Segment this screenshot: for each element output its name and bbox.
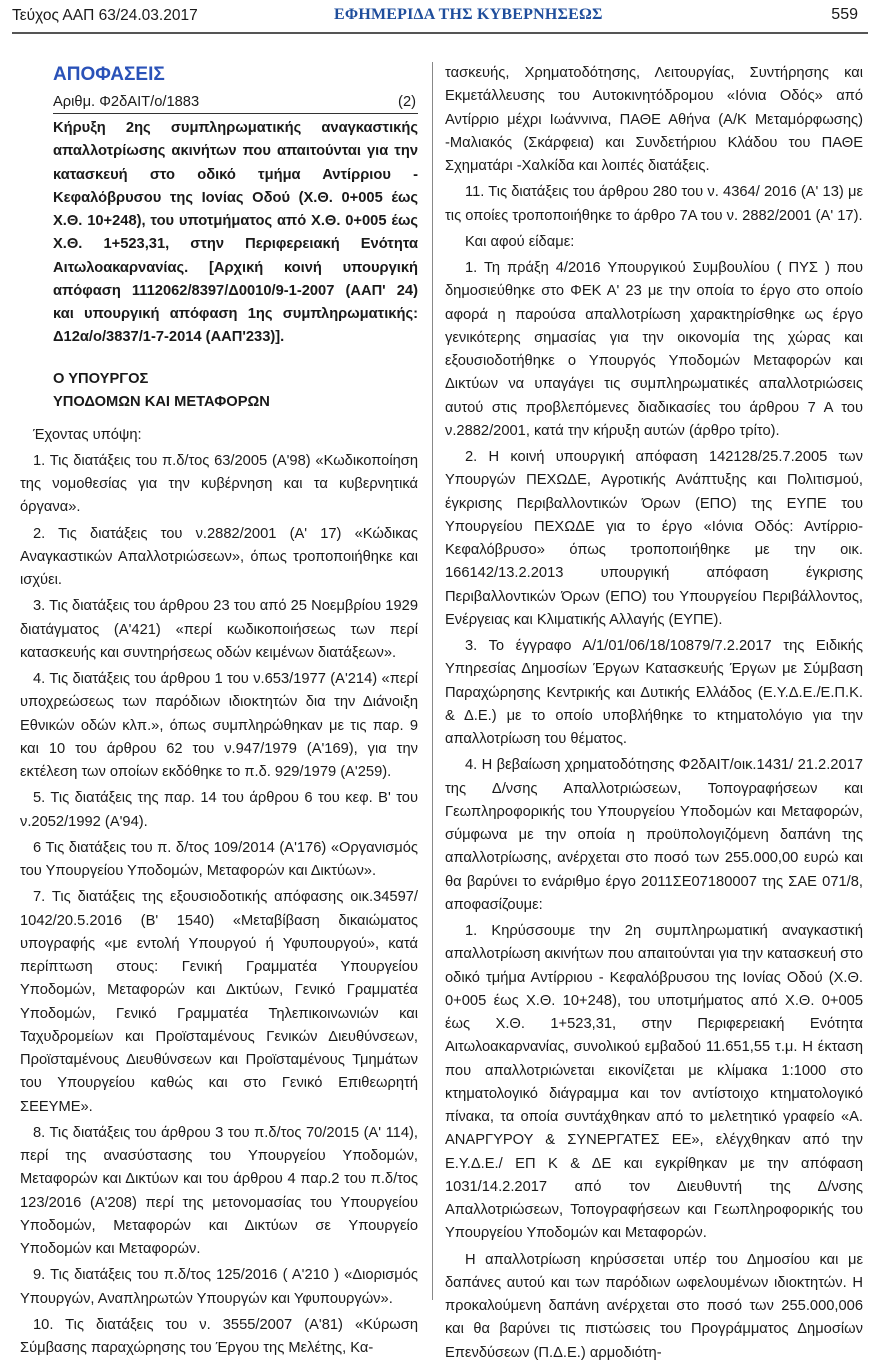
page-header [0, 0, 880, 36]
paragraph: 5. Τις διατάξεις της παρ. 14 του άρθρου 6 του κεφ. Β' του ν.2052/1992 (Α'94). [20, 790, 418, 830]
paragraph: 6 Τις διατάξεις του π. δ/τος 109/2014 (Α'176) «Οργανισμός του Υπουργείου Υποδομών, Μεταφορών και Δικτύων». [20, 839, 418, 879]
paragraph: 11. Τις διατάξεις του άρθρου 280 του ν. 4364/ 2016 (Α' 13) με τις οποίες τροποποιήθηκε το άρθρο 7Α του ν. 2882/2001 (Α' 17). [445, 184, 863, 224]
decision-subject: Κήρυξη 2ης συμπληρωματικής αναγκαστικής απαλλοτρίωσης ακινήτων που απαιτούνται για την κατασκευή στο οδικό τμήμα Αντίρριου - Κεφαλόβρυσου της Ιονίας Οδού (Χ.Θ. 0+005 έως Χ.Θ. 10+248), του υποτμήματος από Χ.Θ. 0+005 έως Χ.Θ. 1+523,31, στην Περιφερειακή Ενότητα Αιτωλοακαρνανίας. [Αρχική κοινή υπουργική απόφαση 1112062/8397/Δ0010/9-1-2007 (ΑΑΠ' 24) και υπουργική απόφαση 1ης συμπληρωματικής: Δ12α/ο/3837/1-7-2014 (ΑΑΠ'233)]. [53, 120, 418, 346]
paragraph: 1. Τις διατάξεις του π.δ/τος 63/2005 (Α'98) «Κωδικοποίηση της νομοθεσίας για την κυβέρνηση και τα κυβερνητικά όργανα». [20, 452, 418, 516]
paragraph: 4. Η βεβαίωση χρηματοδότησης Φ2δΑΙΤ/οικ.1431/ 21.2.2017 της Δ/νσης Απαλλοτριώσεων, Τοπογραφήσεων και Γεωπληροφορικής του Υπουργείου Υποδομών και Μεταφορών, σύμφωνα με την οποία η προϋπολογιζόμενη δαπάνη της απαλλοτρίωσης, ανέρχεται στο ποσό των 255.000,00 ευρώ και θα βαρύνει το ενάριθμο έργο 2011ΣΕ07180007 της ΣΑΕ 071/8, αποφασίζουμε: [445, 757, 863, 913]
paragraph: τασκευής, Χρηματοδότησης, Λειτουργίας, Συντήρησης και Εκμετάλλευσης του Αυτοκινητόδρομου «Ιόνια Οδός» από Αντίρριο μέχρι Ιωάννινα, ΠΑΘΕ Αθήνα (Α/Κ Μεταμόρφωσης) -Μαλιακός (Σκάρφεια) και Συνδετήριου Κλάδου του ΠΑΘΕ Σχηματάρι -Χαλκίδα και λοιπές διατάξεις. [445, 65, 863, 174]
minister-heading [53, 368, 418, 414]
paragraph: 9. Τις διατάξεις του π.δ/τος 125/2016 ( Α'210 ) «Διορισμός Υπουργών, Αναπληρωτών Υπουργών και Υφυπουργών». [20, 1267, 418, 1307]
paragraph: Και αφού είδαμε: [465, 233, 575, 250]
paragraph: 2. Τις διατάξεις του ν.2882/2001 (Α' 17) «Κώδικας Αναγκαστικών Απαλλοτριώσεων», όπως τροποποιήθηκε και ισχύει. [20, 525, 418, 588]
paragraph: 3. Τις διατάξεις του άρθρου 23 του από 25 Νοεμβρίου 1929 διατάγματος (Α'421) «περί κωδικοποιήσεως των περί κατασκευής και συντηρήσεως οδών κειμένων διατάξεων». [20, 598, 418, 661]
paragraph: 8. Τις διατάξεις του άρθρου 3 του π.δ/τος 70/2015 (Α' 114), περί της ανασύστασης του Υπουργείου Υποδομών, Μεταφορών και Δικτύων και του άρθρου 4 παρ.2 του π.δ/τος 123/2016 (Α'208) περί της μετονομασίας του Υπουργείου Υποδομών, Μεταφορών και Δικτύων σε Υπουργείο Υποδομών και Μεταφορών. [20, 1124, 418, 1257]
header-rule [12, 32, 868, 34]
paragraph: Η απαλλοτρίωση κηρύσσεται υπέρ του Δημοσίου και με δαπάνες αυτού και των παρόδιων ωφελουμένων ιδιοκτητών. Η προκαλούμενη δαπάνη ανέρχεται στο ποσό των 255.000,006 και θα βαρύνει τις πιστώσεις του Προγράμματος Δημοσίων Επενδύσεων (Π.Δ.Ε.) αρμοδιότη- [445, 1251, 863, 1361]
issue-number: Τεύχος ΑΑΠ 63/24.03.2017 [12, 7, 198, 24]
page-number: 559 [831, 6, 858, 23]
paragraph: 2. Η κοινή υπουργική απόφαση 142128/25.7.2005 των Υπουργών ΠΕΧΩΔΕ, Αγροτικής Ανάπτυξης και Πολιτισμού, έγκρισης Περιβαλλοντικών Όρων (ΕΠΟ) της ΕΥΠΕ του Υπουργείου ΠΕΧΩΔΕ για το έργο «Ιόνια Οδός: Αντίρριο-Κεφαλόβρυσο» όπως τροποποιήθηκε με την οικ. 166142/13.2.2013 υπουργική απόφαση έγκρισης Περιβαλλοντικών Όρων (ΕΠΟ) του Υπουργείου Περιβάλλοντος, Ενέργειας και Κλιματικής Αλλαγής (ΕΥΠΕ). [445, 449, 863, 628]
column-divider [432, 62, 433, 1300]
section-heading: ΑΠΟΦΑΣΕΙΣ [53, 64, 165, 85]
paragraph: 4. Τις διατάξεις του άρθρου 1 του ν.653/1977 (Α'214) «περί υποχρεώσεως των παρόδιων ιδιοκτητών δια την Διάνοιξη Εθνικών οδών κλπ.», όπως συμπληρώθηκαν με τις παρ. 9 και 10 του άρθρου 62 του ν.947/1979 (Α'169), για την εκτέλεση των οποίων εκδόθηκε το π.δ. 929/1979 (Α'259). [20, 671, 418, 780]
gazette-title: ΕΦΗΜΕΡΙΔΑ ΤΗΣ ΚΥΒΕΡΝΗΣΕΩΣ [334, 6, 603, 23]
left-column [20, 38, 418, 1363]
paragraph: 1. Κηρύσσουμε την 2η συμπληρωματική αναγκαστική απαλλοτρίωση ακινήτων που απαιτούνται για την κατασκευή στο οδικό τμήμα Αντίρριου - Κεφαλόβρυσου της Ιονίας Οδού (Χ.Θ. 0+005 έως Χ.Θ. 10+248), του υποτμήματος από Χ.Θ. 0+005 έως Χ.Θ. 1+523,31, στην Περιφερειακή Ενότητα Αιτωλοακαρνανίας, συνολικού εμβαδού 11.651,55 τ.μ. Η έκταση που απαλλοτριώνεται εικονίζεται με κλίμακα 1:1000 στο κτηματολογικό διάγραμμα και τον αντίστοιχο κτηματολογικό πίνακα, τα οποία συντάχθηκαν από το μελετητικό γραφείο «Α. ΑΝΑΡΓΥΡΟΥ & ΣΥΝΕΡΓΑΤΕΣ ΕΕ», ελέγχθηκαν από την Ε.Υ.Δ.Ε./ ΕΠ Κ & ΔΕ και εγκρίθηκαν με την απόφαση 1031/14.2.2017 από τον Διευθυντή της Δ/νσης Απαλλοτριώσεων, Τοπογραφήσεων και Γεωπληροφορικής του Υπουργείου Υποδομών και Μεταφορών. [445, 923, 863, 1242]
paragraph: 3. Το έγγραφο Α/1/01/06/18/10879/7.2.2017 της Ειδικής Υπηρεσίας Δημοσίων Έργων Κατασκευής Έργων με Σύμβαση Παραχώρησης Κεντρικής και Δυτικής Ελλάδος (Ε.Υ.Δ.Ε./Ε.Π.Κ. & Δ.Ε.) με το οποίο υποβλήθηκε το κτηματολόγιο για την απαλλοτρίωση του θέματος. [445, 638, 863, 747]
paragraph: Έχοντας υπόψη: [33, 426, 142, 443]
paragraph: 10. Τις διατάξεις του ν. 3555/2007 (Α'81) «Κύρωση Σύμβασης παραχώρησης του Έργου της Μελέτης, Κα- [20, 1316, 418, 1356]
minister-title: Ο ΥΠΟΥΡΓΟΣ [53, 370, 149, 387]
right-column [445, 62, 863, 1368]
decision-number: Αριθμ. Φ2δΑΙΤ/ο/1883 [53, 94, 200, 110]
paragraph: 1. Τη πράξη 4/2016 Υπουργικού Συμβουλίου ( ΠΥΣ ) που δημοσιεύθηκε στο ΦΕΚ Α' 23 με την οποία το έργο στο οποίο αφορά η παρούσα απαλλοτρίωση χαρακτηρίσθηκε ως έργο γενικότερης σημασίας για την οικονομία της χώρας και εξουσιοδοτήθηκε ο Υπουργός Υποδομών Μεταφορών και Δικτύων να υπαγάγει τις συμπληρωματικές απαλλοτριώσεις αυτού στις προβλεπόμενες διαδικασίες του άρθρου 7 Α του ν.2882/2001, κατά την κήρυξη αυτών (άρθρο τρίτο). [445, 260, 863, 439]
paragraph: 7. Τις διατάξεις της εξουσιοδοτικής απόφασης οικ.34597/ 1042/20.5.2016 (Β' 1540) «Μεταβίβαση δικαιώματος υπογραφής «με εντολή Υπουργού ή Υφυπουργού», κατά περίπτωση στους: Γενική Γραμματέα Υπουργείου Υποδομών, Μεταφορών και Δικτύων, Γενικό Γραμματέα Υποδομών, Γενικό Γραμματέα Τηλεπικοινωνιών και Ταχυδρομείων και Προϊσταμένους Γενικών Διευθύνσεων, Προϊσταμένους Διευθύνσεων και Προϊσταμένους Τμημάτων του Υπουργείου καθώς και στο Γενικό Επιθεωρητή ΣΕΕΥΜΕ». [20, 889, 418, 1115]
ministry-name: ΥΠΟΔΟΜΩΝ ΚΑΙ ΜΕΤΑΦΟΡΩΝ [53, 393, 270, 410]
decision-number-line [53, 91, 418, 114]
decision-index: (2) [398, 94, 416, 110]
